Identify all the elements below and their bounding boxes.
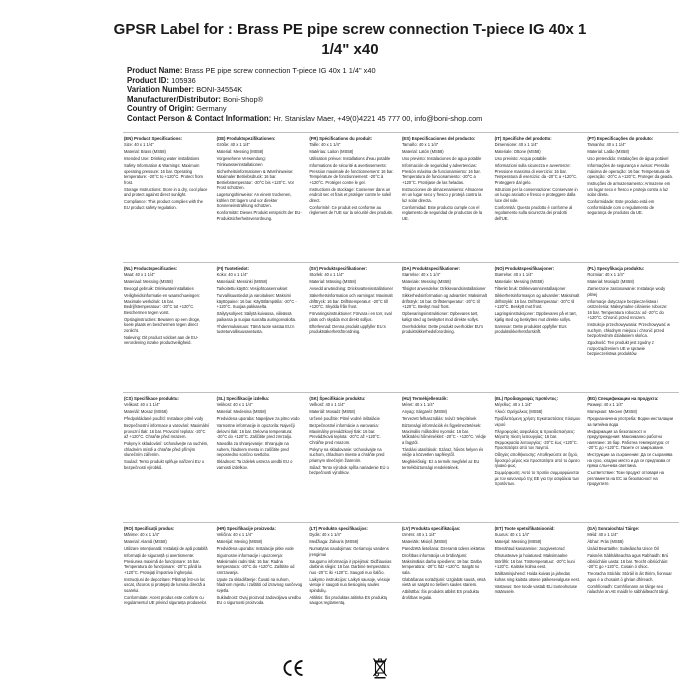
section-paragraph: Yhdenmukaisuus: Tämä tuote vastaa EU:n tuoteturvallisuusasetusta. bbox=[216, 323, 295, 335]
title-line-1: GPSR Label for : Brass PE pipe screw connection T-piece IG 40x 1 bbox=[113, 21, 587, 38]
language-section bbox=[123, 132, 216, 262]
language-section bbox=[586, 522, 679, 652]
section-paragraph: Predviđena uporaba: Instalacije pitke vode bbox=[216, 546, 294, 552]
section-paragraph: Medžiaga: Žalvaris (MS58) bbox=[309, 539, 359, 545]
section-paragraph: Matériau: Laiton (MS58) bbox=[309, 149, 354, 155]
language-section bbox=[308, 262, 401, 392]
section-paragraph: Varnostne informacije in opozorila: Največji delovni tlak: 16 bar. Delovna temperatura: -20°C do +120°C. Zaščitite pred zmrzaljo. bbox=[216, 423, 295, 440]
section-heading: (RO) Specificații produs: bbox=[124, 526, 175, 531]
language-section bbox=[216, 132, 309, 262]
section-paragraph: Material: Medenina (MS58) bbox=[216, 409, 267, 415]
section-paragraph: Paredzētā lietošana: Dzeramā ūdens iekārtas bbox=[401, 546, 485, 552]
section-paragraph: Instrucțiuni de depozitare: Păstrați într-un loc uscat, răcoros și protejați de lumina directă a soarelui. bbox=[124, 576, 206, 593]
section-paragraph: Veličina: 40 x 1 1/4" bbox=[216, 532, 253, 537]
section-paragraph: Conformità: Questo prodotto è conforme al regolamento sulla sicurezza dei prodotti dell'UE. bbox=[494, 204, 573, 221]
section-paragraph: Μέγεθος: 40 x 1 1/4" bbox=[494, 402, 532, 407]
section-paragraph: Instrukcje przechowywania: Przechowywać w suchym, chłodnym miejscu i chronić przed bezpośrednim działaniem słońca. bbox=[587, 322, 670, 339]
section-paragraph: Lagerungshinweise: An einem trockenen, kühlen Ort lagern und vor direkter Sonneneinstrahlung schützen. bbox=[216, 192, 292, 209]
section-paragraph: Sukladnost: Ovaj proizvod zadovoljava uredbu EU o sigurnosti proizvoda. bbox=[216, 594, 301, 606]
section-paragraph: Anyag: Sárgaréz (MS58) bbox=[401, 409, 448, 415]
section-paragraph: Mărime: 40 x 1 1/4" bbox=[124, 532, 160, 537]
no-household-waste-icon bbox=[372, 657, 388, 679]
section-heading: (DE) Produktspezifikationen: bbox=[216, 136, 276, 141]
section-paragraph: Инструкции за съхранение: Да се съхранява на сухо, хладно място и да се предпазва от пряка слънчева светлина. bbox=[587, 452, 673, 469]
section-paragraph: Soulad: Tento produkt splňuje nařízení EU o bezpečnosti výrobků. bbox=[124, 459, 205, 470]
section-paragraph: Atitiktis: Šis produktas atitinka ES produktų saugos reglamentą. bbox=[309, 594, 388, 606]
meta-product-id: Product ID: 105936 bbox=[127, 75, 196, 85]
section-paragraph: Tarkoitettu käyttö: Vesijohtoasennukset bbox=[216, 286, 288, 292]
section-paragraph: Materiale: Messing (MS58) bbox=[401, 279, 451, 285]
section-heading: (IT) Specifiche del prodotto: bbox=[494, 136, 552, 141]
section-paragraph: Numatytas naudojimas: Geriamojo vandens įrengimai bbox=[309, 546, 389, 557]
language-section bbox=[494, 392, 587, 522]
section-paragraph: Rozmiar: 40 x 1 1/4" bbox=[587, 272, 625, 277]
section-paragraph: Οδηγίες αποθήκευσης: Αποθηκεύστε σε ξηρό, δροσερό μέρος και προστατέψτε από το άμεσο ηλιακό φως. bbox=[494, 452, 580, 469]
section-paragraph: Material: Latón (MS58) bbox=[401, 149, 444, 155]
meta-variation-number: Variation Number: BONI-34554K bbox=[127, 85, 243, 95]
section-paragraph: Opbevaringsinstruktioner: Opbevares tørt, køligt sted og beskyttet mod direkte sollys. bbox=[401, 311, 479, 322]
section-paragraph: Tilsigtet anvendelse: Drikkevandsinstallationer bbox=[401, 286, 486, 292]
language-sections-grid bbox=[123, 132, 679, 652]
section-paragraph: Material: Brass (MS58) bbox=[124, 149, 166, 155]
language-section bbox=[586, 132, 679, 262]
section-paragraph: Ettenähtud kasutamine: Joogiveetorud bbox=[494, 546, 565, 552]
section-paragraph: Bezpečnostní informace a varování: Maximální provozní tlak: 16 bar. Provozní teplota: -20°C až +120°C. Chraňte před mrazem. bbox=[124, 423, 210, 440]
section-paragraph: Størrelse: 40 x 1 1/4" bbox=[401, 272, 441, 277]
section-paragraph: Conformidade: Este produto está em conformidade com o regulamento de segurança de produtos da UE. bbox=[587, 199, 655, 216]
section-paragraph: Conformidad: Este producto cumple con el reglamento de seguridad de productos de la UE. bbox=[401, 204, 483, 221]
section-paragraph: Materijal: Mesing (MS58) bbox=[216, 539, 263, 545]
section-paragraph: Säkerhetsinformation och varningar: Maximalt drifttryck: 16 bar. Driftstemperatur: -20°C till +120°C. Skydda från frost. bbox=[309, 293, 393, 310]
section-paragraph: Laikymo instrukcijos: Laikyti sausoje, vėsioje vietoje ir saugoti nuo tiesioginių saulės spindulių. bbox=[309, 576, 391, 593]
section-paragraph: Méid: 40 x 1 1/4" bbox=[587, 532, 618, 537]
section-paragraph: Předpokládané použití: Instalace pitné vody bbox=[124, 416, 204, 422]
section-paragraph: Informations de sécurité & avertissements: Pression maximale de fonctionnement: 16 bar. Température de fonctionnement: -20°C à +120°C. Protéger contre le gel. bbox=[309, 163, 394, 185]
section-heading: (SV) Produktspecifikationer: bbox=[309, 266, 368, 271]
section-paragraph: Materiaal: Messing (MS58) bbox=[124, 279, 173, 285]
section-paragraph: Naleving: Dit product voldoet aan de EU-verordening inzake productveiligheid. bbox=[124, 334, 199, 346]
section-paragraph: Faisnéis Sábháilteachta agus Rabhaidh: Brú oibriúcháin uasta: 16 bar. Teocht oibriúcháin: -20°C go +120°C. Cosain ó shioc. bbox=[587, 553, 669, 570]
section-paragraph: Turvallisuustiedot ja varoitukset: Maksimi käyttöpaine: 16 bar. Käyttölämpötila: -20°C - +120°C. Suojaa pakkaselta. bbox=[216, 293, 297, 310]
section-paragraph: Opslaginstructies: Bewaren op een droge, koele plaats en beschermen tegen direct zonlicht. bbox=[124, 316, 201, 333]
section-paragraph: Veľkosť: 40 x 1 1/4" bbox=[309, 402, 345, 407]
section-paragraph: Informații de siguranță și avertismente: Presiunea maximă de funcționare: 16 bar. Temperatura de funcționare: -20°C până la +120°C. Protejați împotriva înghețului. bbox=[124, 553, 202, 575]
section-heading: (GA) Sonraíochtaí Táirge: bbox=[587, 526, 640, 531]
section-paragraph: Avsedd användning: Dricksvatteninstallationer bbox=[309, 286, 393, 292]
section-paragraph: Informacje dotyczące bezpieczeństwa i ostrzeżenia: Maksymalne ciśnienie robocze: 16 bar. Temperatura robocza: od -20°C do +120°C. Chronić przed mrozem. bbox=[587, 298, 668, 321]
section-paragraph: Προβλεπόμενη χρήση: Εγκαταστάσεις πόσιμου νερού bbox=[494, 416, 581, 427]
language-section bbox=[308, 132, 401, 262]
section-paragraph: Materiāls: Misiņš (MS58) bbox=[401, 539, 448, 545]
section-paragraph: Materjal: Messing (MS58) bbox=[494, 539, 542, 545]
section-paragraph: Safety Information & Warnings: Maximum operating pressure: 16 bar. Operating temperature: -20°C to +120°C. Protect from frost. bbox=[124, 163, 203, 185]
section-paragraph: Съответствие: Този продукт отговаря на регламента на ЕС за безопасност на продуктите. bbox=[587, 470, 664, 487]
language-section bbox=[586, 262, 679, 392]
section-paragraph: Suurus: 40 x 1 1/4" bbox=[494, 532, 530, 537]
section-paragraph: Izmērs: 40 x 1 1/4" bbox=[401, 532, 436, 537]
section-paragraph: Materiale: Messing (MS58) bbox=[494, 279, 544, 285]
section-paragraph: Uso previsto: Acqua potabile bbox=[494, 156, 547, 162]
compliance-marks bbox=[123, 655, 679, 695]
section-paragraph: Úsáid Beartaithe: Suiteálacha Uisce Óil bbox=[587, 546, 659, 552]
section-paragraph: Sigurnosne informacije i upozorenja: Maksimalni radni tlak: 16 bar. Radna temperatura: -20°C do +120°C. Zaštitite od smrzavanja. bbox=[216, 553, 295, 575]
meta-product-name: Product Name: Brass PE pipe screw connection T-piece IG 40x 1 1/4" x40 bbox=[127, 66, 376, 75]
section-paragraph: Material: Messing (MS58) bbox=[216, 149, 264, 155]
section-heading: (FR) Spécifications du produit: bbox=[309, 136, 373, 141]
section-paragraph: Saugumo informacija ir įspėjimai: Didžiausias darbinis slėgis: 16 bar. Darbinė temperatūra: nuo -20°C iki +120°C. Saugoti nuo šalčio. bbox=[309, 558, 392, 575]
section-paragraph: Taille: 40 x 1 1/4" bbox=[309, 142, 341, 147]
section-paragraph: Beoogd gebruik: Drinkwaterinstallaties bbox=[124, 286, 194, 292]
section-paragraph: Uso pretendido: Instalações de água potável bbox=[587, 156, 669, 162]
section-heading: (NL) Productspecificaties: bbox=[124, 266, 178, 271]
section-paragraph: Material: Mässing (MS58) bbox=[309, 279, 356, 285]
language-section bbox=[123, 522, 216, 652]
section-heading: (SK) Špecifikácie produktu: bbox=[309, 396, 366, 401]
section-heading: (ES) Especificaciones del producto: bbox=[401, 136, 476, 141]
section-heading: (HU) Termékjellemzők: bbox=[401, 396, 448, 401]
section-paragraph: Предназначена употреба: Водни инсталации за питейна вода bbox=[587, 416, 673, 427]
section-paragraph: Určené použitie: Pitné vodné inštalácie bbox=[309, 416, 380, 422]
section-paragraph: Material: Latão (MS58) bbox=[587, 149, 629, 155]
section-heading: (BG) Спецификации на продукта: bbox=[587, 396, 659, 401]
section-paragraph: Säilitamisjuhend: Hoida kuivas ja jahedas kohas ning kaitsta otsese päikesevalguse eest. bbox=[494, 571, 580, 582]
meta-country-of-origin: Country of Origin: Germany bbox=[127, 104, 227, 114]
language-section bbox=[401, 392, 494, 522]
section-paragraph: Materiál: Mosadz (MS58) bbox=[309, 409, 356, 415]
language-section bbox=[401, 262, 494, 392]
section-paragraph: Conformitate: Acest produs este conform cu regulamentul UE privind siguranța produselor. bbox=[124, 594, 208, 606]
section-paragraph: Ábhar: Prás (MS58) bbox=[587, 539, 624, 545]
section-paragraph: Comhlíonadh: Comhlíonann an táirge seo rialachán an AE maidir le sábháilteacht táirgí. bbox=[587, 583, 670, 595]
section-paragraph: Instruções de armazenamento: Armazene em um lugar seco e fresco e proteja contra a luz solar direta. bbox=[587, 181, 671, 198]
language-section bbox=[494, 262, 587, 392]
meta-contact: Contact Person & Contact Information: Hr. Stanislav Maer, +49(0)4221 45 777 00, info@boni-shop.com bbox=[127, 113, 483, 123]
section-paragraph: Sikkerhedsinformation og advarsler: Maksimalt driftstryk: 16 bar. Driftstemperatur: -20°C til +120°C. Beskyt mod frost. bbox=[401, 293, 487, 310]
section-heading: (ET) Toote spetsifikatsioonid: bbox=[494, 526, 555, 531]
section-heading: (HR) Specifikacije proizvoda: bbox=[216, 526, 276, 531]
section-paragraph: Intended Use: Drinking water installations bbox=[124, 156, 200, 162]
section-heading: (PT) Especificações do produto: bbox=[587, 136, 654, 141]
section-paragraph: Informações de segurança e avisos: Pressão máxima de operação: 16 bar. Temperatura de operação: -20°C a +120°C. Proteger da geada. bbox=[587, 163, 673, 180]
section-paragraph: Storlek: 40 x 1 1/4" bbox=[309, 272, 344, 277]
section-paragraph: Megfelelőség: Ez a termék megfelel az EU termékbiztonsági rendeletének. bbox=[401, 459, 480, 470]
section-paragraph: Utilisation prévue: Installations d'eau potable bbox=[309, 156, 391, 162]
section-paragraph: Drošības informācija un brīdinājumi: Maksimālais darba spiediens: 16 bar. Darba temperatūra: -20°C līdz +120°C. Sargāt no sala. bbox=[401, 553, 482, 575]
language-section bbox=[123, 262, 216, 392]
section-paragraph: Utilizare intenționată: Instalații de apă potabilă bbox=[124, 546, 208, 552]
section-paragraph: Súlad: Tento výrobok spĺňa nariadenie EÚ o bezpečnosti výrobkov. bbox=[309, 464, 389, 476]
section-paragraph: Materiál: Mosaz (MS58) bbox=[124, 409, 168, 415]
section-heading: (FI) Tuotetiedot: bbox=[216, 266, 250, 271]
section-heading: (SL) Specifikacije izdelka: bbox=[216, 396, 270, 401]
ce-mark-icon bbox=[283, 659, 305, 677]
section-paragraph: Dydis: 40 x 1 1/4" bbox=[309, 532, 342, 537]
section-paragraph: Vastavus: See toode vastab ELi tooteohutuse määrusele. bbox=[494, 583, 578, 595]
section-paragraph: Predvidena uporaba: Napeljave za pitno vodo bbox=[216, 416, 300, 422]
section-heading: (LT) Produkto specifikacijos: bbox=[309, 526, 368, 531]
section-paragraph: Konformität: Dieses Produkt entspricht der EU-Produktsicherheitsverordnung. bbox=[216, 210, 302, 221]
section-paragraph: Biztonsági információk és figyelmeztetések: Maximális működési nyomás: 16 bar. Működési hőmérséklet: -20°C - +120°C. Védje a fagytól. bbox=[401, 423, 486, 445]
section-paragraph: Tiltenkt bruk: Drikkevannsinstallasjoner bbox=[494, 286, 566, 292]
section-paragraph: Materiaali: Messinki (MS58) bbox=[216, 279, 268, 285]
section-paragraph: Velikost: 40 x 1 1/4" bbox=[216, 402, 253, 407]
section-paragraph: Tamanho: 40 x 1 1/4" bbox=[587, 142, 626, 147]
section-paragraph: Skladnost: Ta izdelek ustreza uredbi EU o varnosti izdelkov. bbox=[216, 459, 293, 470]
language-section bbox=[586, 392, 679, 522]
section-paragraph: Materiale: Ottone (MS58) bbox=[494, 149, 541, 155]
section-heading: (CS) Specifikace produktu: bbox=[124, 396, 179, 401]
section-paragraph: Συμμόρφωση: Αυτό το προϊόν συμμορφώνεται με τον κανονισμό της ΕΕ για την ασφάλεια των προϊόντων. bbox=[494, 470, 580, 487]
section-paragraph: Vorgesehene Verwendung: Trinkwasserinstallationen bbox=[216, 156, 266, 167]
section-paragraph: Uso previsto: Instalaciones de agua potable bbox=[401, 156, 482, 162]
section-paragraph: Atbilstība: Šis produkts atbilst ES produktu drošības regulai. bbox=[401, 589, 480, 600]
section-heading: (LV) Produkta specifikācijas: bbox=[401, 526, 461, 531]
section-paragraph: Materiał: Mosiądz (MS58) bbox=[587, 279, 634, 285]
section-paragraph: Størrelse: 40 x 1 1/4" bbox=[494, 272, 533, 277]
section-paragraph: Méret: 40 x 1 1/4" bbox=[401, 402, 435, 407]
section-heading: (DA) Produktspecifikationer: bbox=[401, 266, 461, 271]
section-paragraph: Säilytysohjeet: Säilytä kuivassa, viileässä paikassa ja suojaa suoralta auringonvalolta. bbox=[216, 311, 297, 322]
section-paragraph: Efterlevnad: Denna produkt uppfyller EU:s produktsäkerhetsförordning. bbox=[309, 323, 386, 335]
section-paragraph: Conformité: Ce produit est conforme au règlement de l'UE sur la sécurité des produits. bbox=[309, 204, 393, 216]
section-paragraph: Zamierzone zastosowanie: Instalacje wody pitnej bbox=[587, 286, 666, 297]
section-heading: (EN) Product Specifications: bbox=[124, 136, 183, 141]
section-paragraph: Tárolási utasítások: Száraz, hűvös helyen és védje a közvetlen napfénytől. bbox=[401, 446, 484, 458]
product-meta bbox=[127, 66, 687, 124]
section-paragraph: Glabāšanas norādījumi: Uzglabāt sausā, vēsā vietā un sargāt no tiešiem saules stariem. bbox=[401, 576, 486, 588]
section-heading: (PL) Specyfikacja produktu: bbox=[587, 266, 645, 271]
section-paragraph: Koko: 40 x 1 1/4" bbox=[216, 272, 248, 277]
section-paragraph: Материал: Месинг (MS58) bbox=[587, 409, 637, 415]
section-paragraph: Размер: 40 x 1 1/4" bbox=[587, 402, 624, 407]
section-paragraph: Samsvar: Dette produktet oppfyller EUs produktsikkerhetsforskrift. bbox=[494, 323, 567, 335]
section-paragraph: Instrucciones de almacenamiento: Almacene en un lugar seco y fresco y protejá contra la luz solar directa. bbox=[401, 186, 484, 203]
section-paragraph: Информация за безопасност и предупреждения: Максимално работно налягане: 16 бар. Работна температура: от -20°C до +120°C. Пазете от замръзване. bbox=[587, 428, 670, 451]
section-paragraph: Größe: 40 x 1 1/4" bbox=[216, 142, 250, 147]
section-paragraph: Instructions de stockage: Conserver dans un endroit sec et frais et protéger contre le soleil direct. bbox=[309, 186, 392, 203]
section-heading: (NO) Produktspesifikasjoner: bbox=[494, 266, 555, 271]
section-paragraph: Υλικό: Ορείχαλκος (MS58) bbox=[494, 409, 543, 415]
section-paragraph: Maat: 40 x 1 1/4" bbox=[124, 272, 155, 277]
section-paragraph: Veiligheidsinformatie en waarschuwingen: Maximale werkdruk: 16 bar. Bedrijfstemperatuur: -20°C tot +120°C. Beschermen tegen vorst. bbox=[124, 293, 201, 315]
section-paragraph: Información de seguridad y advertencias: Presión máxima de funcionamiento: 16 bar. Temperatura de funcionamiento: -20°C a +120°C. Protéjase de las heladas. bbox=[401, 163, 481, 185]
language-section bbox=[308, 522, 401, 652]
section-paragraph: Compliance: This product complies with the EU product safety regulation. bbox=[124, 199, 203, 210]
label-title bbox=[40, 20, 660, 60]
section-paragraph: Dimensione: 40 x 1 1/4" bbox=[494, 142, 538, 147]
section-paragraph: Tervezett felhasználás: Ivóvíz telepítések bbox=[401, 416, 477, 422]
section-paragraph: Bezpečnostné informácie a varovania: Maximálny prevádzkový tlak: 16 bar. Prevádzková teplota: -20°C až +120°C. Chráňte pred mrazom. bbox=[309, 423, 381, 445]
section-paragraph: Pokyny k skladování: Uchovávejte na suchém, chladném místě a chraňte před přímým slunečním zářením. bbox=[124, 441, 209, 458]
section-paragraph: Informazioni sulla sicurezza e avvertenze: Pressione massima di esercizio: 16 bar. Temperatura di esercizio: da -20°C a +120°C. Proteggere dal gelo. bbox=[494, 163, 578, 185]
language-section bbox=[494, 132, 587, 262]
language-section bbox=[216, 262, 309, 392]
title-line-2: 1/4" x40 bbox=[321, 41, 379, 58]
section-paragraph: Upute za skladištenje: Čuvati na suhom, hladnom mjestu i zaštititi od izravnog sunčevog svjetla. bbox=[216, 576, 303, 593]
section-paragraph: Istruzioni per la conservazione: Conservare in un luogo asciutto e fresco e proteggere dalla luce del sole. bbox=[494, 186, 578, 203]
section-paragraph: Πληροφορίες ασφαλείας & προειδοποιήσεις: Μέγιστη πίεση λειτουργίας: 16 bar. Θερμοκρασία λειτουργίας: -20°C έως +120°C. Προστατέψτε από τον παγετό. bbox=[494, 428, 578, 451]
section-paragraph: Size: 40 x 1 1/4" bbox=[124, 142, 154, 147]
language-section bbox=[494, 522, 587, 652]
section-paragraph: Treoracha Stórála: Stóráil in áit thirim, fionnuar agus é a chosaint ó ghrian dhíreach. bbox=[587, 571, 672, 582]
section-paragraph: Navodila za shranjevanje: Shranjujte na suhem, hladnem mestu in zaščitite pred neposredno sončno svetlobo. bbox=[216, 441, 289, 458]
section-paragraph: Tamaño: 40 x 1 1/4" bbox=[401, 142, 439, 147]
section-paragraph: Lagringsinstruksjoner: Oppbevares på et tørt, kjølig sted og beskyttes mot direkte sollys. bbox=[494, 311, 577, 322]
language-section bbox=[401, 132, 494, 262]
section-paragraph: Sikkerhetsinformasjon og advarsler: Maksimalt driftstrykk: 16 bar. Driftstemperatur: -20°C til +120°C. Beskytt mot frost. bbox=[494, 293, 580, 310]
language-section bbox=[216, 522, 309, 652]
language-section bbox=[308, 392, 401, 522]
section-paragraph: Sicherheitsinformationen & Warnhinweise: Maximaler Betriebsdruck: 16 bar. Betriebstemperatur: -20°C bis +120°C. Vor Frost schützen. bbox=[216, 168, 294, 191]
section-paragraph: Storage Instructions: Store in a dry, cool place and protect against direct sunlight. bbox=[124, 186, 208, 198]
section-paragraph: Zgodność: Ten produkt jest zgodny z rozporządzeniem UE w sprawie bezpieczeństwa produktów. bbox=[587, 340, 654, 357]
language-section bbox=[123, 392, 216, 522]
section-paragraph: Overholdelse: Dette produkt overholder EU's produktsikkerhedsforordning. bbox=[401, 323, 484, 335]
section-paragraph: Pokyny na skladovanie: Uchovávajte na suchom, chladnom mieste a chráňte pred priamym slnečným žiarením. bbox=[309, 446, 385, 463]
language-section bbox=[216, 392, 309, 522]
section-paragraph: Ohutusteave ja hoiatused: Maksimaalne töörõhk: 16 bar. Töötemperatuur: -20°C kuni +120°C. Kaitske külma eest. bbox=[494, 553, 575, 570]
section-paragraph: Velikost: 40 x 1 1/4" bbox=[124, 402, 160, 407]
meta-manufacturer: Manufacturer/Distributor: Boni-Shop® bbox=[127, 94, 264, 104]
section-paragraph: Förvaringsinstruktioner: Förvara i en torr, sval plats och skydda mot direkt solljus. bbox=[309, 311, 392, 322]
section-paragraph: Material: Alamă (MS58) bbox=[124, 539, 167, 545]
language-section bbox=[401, 522, 494, 652]
section-heading: (EL) Προδιαγραφές προϊόντος: bbox=[494, 396, 559, 401]
